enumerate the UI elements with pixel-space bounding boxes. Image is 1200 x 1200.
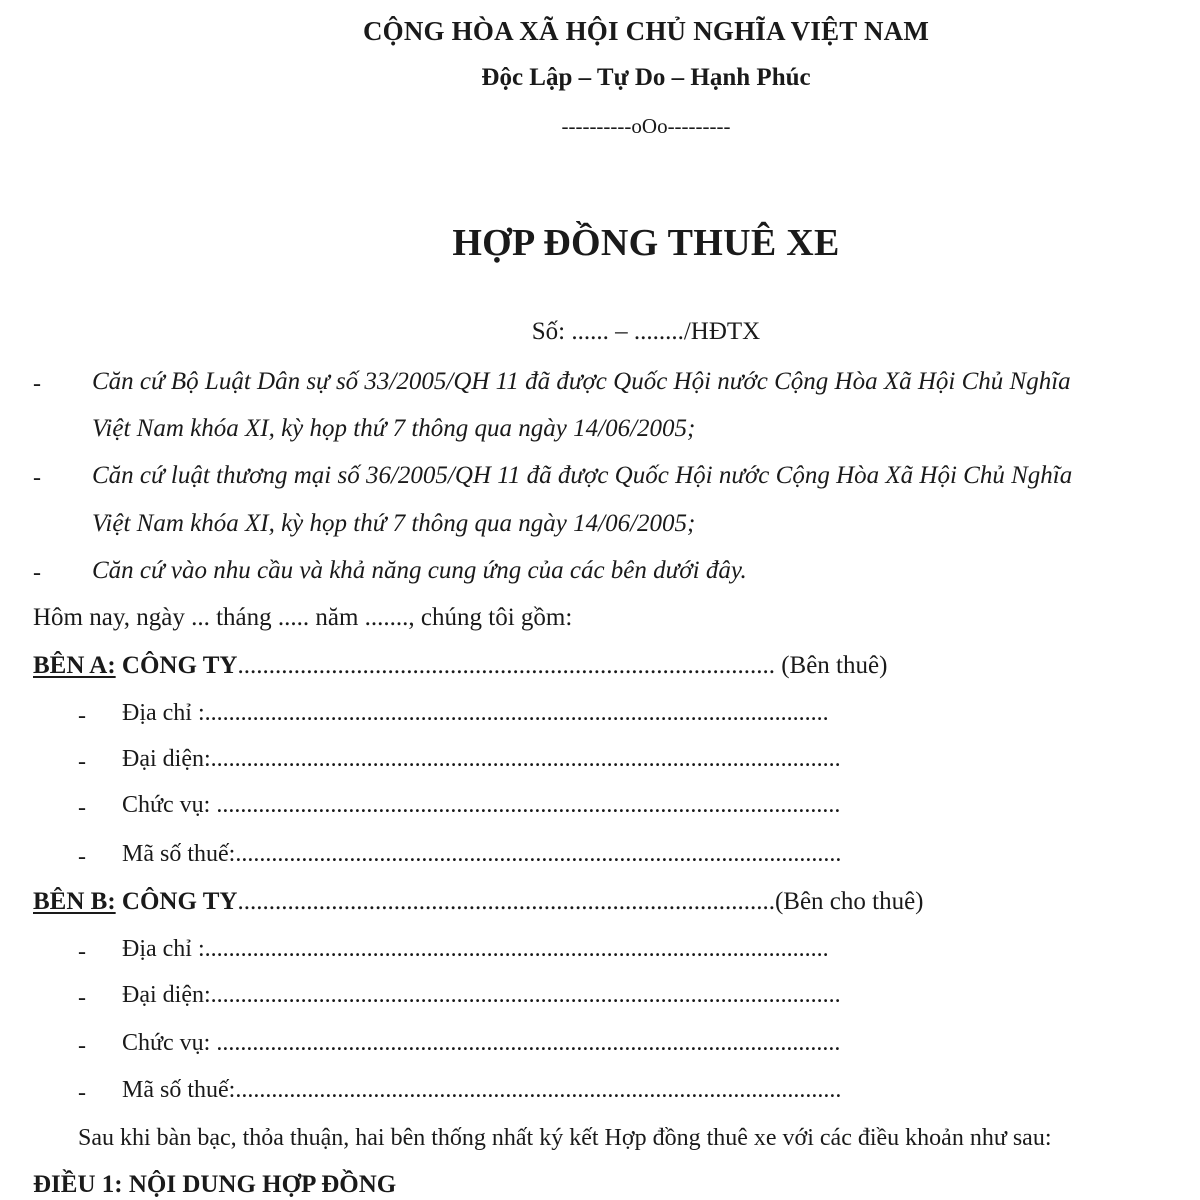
party-a-bullet-3: - <box>78 795 86 821</box>
article-1-heading: ĐIỀU 1: NỘI DUNG HỢP ĐỒNG <box>33 1171 397 1198</box>
party-a-address: Địa chỉ :........................................................................................................ <box>122 701 829 725</box>
party-b-bullet-1: - <box>78 939 86 965</box>
party-b-bullet-2: - <box>78 985 86 1011</box>
basis-2-line-2: Việt Nam khóa XI, kỳ họp thứ 7 thông qua ngày 14/06/2005; <box>92 510 696 537</box>
party-b-label: BÊN B: <box>33 888 116 915</box>
party-a-bullet-2: - <box>78 749 86 775</box>
party-a-tax-code: Mã số thuế:..................................................................................................... <box>122 842 842 866</box>
agreement-line: Sau khi bàn bạc, thỏa thuận, hai bên thống nhất ký kết Hợp đồng thuê xe với các điều khoản như sau: <box>78 1125 1052 1151</box>
party-a-company: CÔNG TY <box>115 652 238 679</box>
national-motto: Độc Lập – Tự Do – Hạnh Phúc <box>481 64 811 91</box>
basis-1-line-2: Việt Nam khóa XI, kỳ họp thứ 7 thông qua ngày 14/06/2005; <box>92 415 696 442</box>
party-b-bullet-3: - <box>78 1033 86 1059</box>
party-a-heading <box>33 653 887 678</box>
basis-1-line-1: Căn cứ Bộ Luật Dân sự số 33/2005/QH 11 đã được Quốc Hội nước Cộng Hòa Xã Hội Chủ Nghĩa <box>92 368 1071 395</box>
basis-3-line-1: Căn cứ vào nhu cầu và khả năng cung ứng của các bên dưới đây. <box>92 557 747 584</box>
party-a-bullet-4: - <box>78 844 86 870</box>
basis-2-line-1: Căn cứ luật thương mại số 36/2005/QH 11 đã được Quốc Hội nước Cộng Hòa Xã Hội Chủ Nghĩa <box>92 462 1073 489</box>
header-divider: ----------oOo--------- <box>561 114 731 138</box>
party-b-bullet-4: - <box>78 1080 86 1106</box>
nation-heading: CỘNG HÒA XÃ HỘI CHỦ NGHĨA VIỆT NAM <box>362 16 930 46</box>
party-a-representative: Đại diện:......................................................................................................... <box>122 747 841 771</box>
party-a-label: BÊN A: <box>33 652 116 679</box>
party-a-bullet-1: - <box>78 703 86 729</box>
party-b-position: Chức vụ: ........................................................................................................ <box>122 1031 841 1055</box>
today-line: Hôm nay, ngày ... tháng ..... năm ......., chúng tôi gồm: <box>33 604 573 631</box>
basis-bullet-1: - <box>33 371 41 397</box>
party-b-dots: ...................................................................................... <box>237 888 775 915</box>
party-a-dots: ...................................................................................... <box>237 652 775 679</box>
party-b-company: CÔNG TY <box>115 888 238 915</box>
party-a-role: (Bên thuê) <box>774 652 888 679</box>
contract-title: HỢP ĐỒNG THUÊ XE <box>452 222 840 264</box>
party-b-heading <box>33 889 924 914</box>
party-b-address: Địa chỉ :........................................................................................................ <box>122 937 829 961</box>
party-b-role: (Bên cho thuê) <box>774 888 924 915</box>
document-number: Số: ...... – ......../HĐTX <box>531 318 761 345</box>
party-b-representative: Đại diện:......................................................................................................... <box>122 983 841 1007</box>
party-a-position: Chức vụ: ........................................................................................................ <box>122 793 841 817</box>
party-b-tax-code: Mã số thuế:..................................................................................................... <box>122 1078 842 1102</box>
basis-bullet-2: - <box>33 465 41 491</box>
basis-bullet-3: - <box>33 560 41 586</box>
